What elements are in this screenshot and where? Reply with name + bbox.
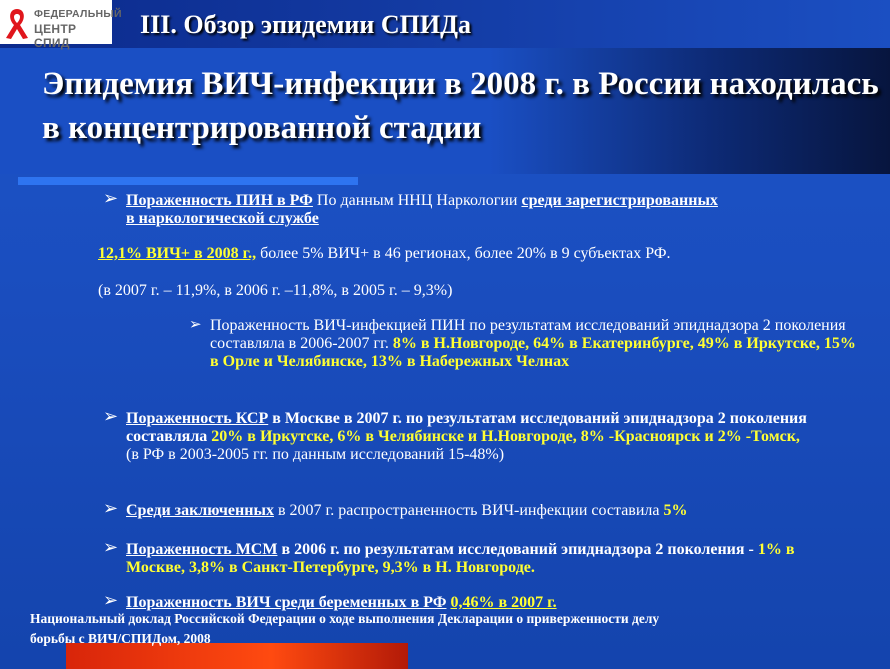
section-title: III. Обзор эпидемии СПИДа: [140, 10, 472, 39]
bullet-prisoners: [126, 502, 866, 520]
bullet-msm-text: в 2006 г. по результатам исследований эпиднадзора 2 поколения -: [277, 541, 758, 558]
bullet-ksr-text: в Москве в 2007 г. по результатам исследований эпиднадзора 2 поколения составляла: [126, 410, 807, 445]
logo-text-line2: ЦЕНТР СПИД: [34, 22, 77, 50]
footer-source: Национальный доклад Российской Федерации о ходе выполнения Декларации о приверженности делу борьбы с ВИЧ/СПИДом, 2008: [30, 611, 660, 646]
pin-2008-stats: [98, 245, 888, 263]
sub-bullet-pin-surveillance: [210, 317, 860, 371]
pin-2008-value: 12,1% ВИЧ+ в 2008 г.,: [98, 245, 257, 262]
bullet-ksr-title: Пораженность КСР: [126, 410, 269, 427]
bullet-msm-title: Пораженность МСМ: [126, 541, 278, 558]
sub-bullet-pin-cities: 8% в Н.Новгороде, 64% в Екатеринбурге, 49% в Иркутске, 15% в Орле и Челябинске, 13% в Набережных Челнах: [210, 335, 856, 370]
bullet-pin-russia-registered: среди зарегистрированных в наркологической службе: [126, 192, 718, 227]
bullet-arrow-icon: ➢: [103, 590, 119, 611]
pin-previous-years: (в 2007 г. – 11,9%, в 2006 г. –11,8%, в 2005 г. – 9,3%): [98, 282, 453, 299]
bullet-ksr: [126, 410, 816, 464]
bullet-prisoners-title: Среди заключенных: [126, 502, 274, 519]
sub-bullet-pin-text: Пораженность ВИЧ-инфекцией ПИН по результатам исследований эпиднадзора 2 поколения составляла в 2006-2007 гг.: [210, 317, 846, 352]
bullet-pin-russia-source: По данным ННЦ Наркологии: [312, 192, 522, 209]
bullet-msm: [126, 541, 816, 577]
bullet-arrow-icon: ➢: [103, 406, 119, 427]
bullet-prisoners-value: 5%: [663, 502, 688, 519]
bullet-ksr-russia: (в РФ в 2003-2005 гг. по данным исследований 15-48%): [126, 446, 505, 463]
bullet-arrow-icon: ➢: [103, 537, 119, 558]
bullet-msm-cities: 1% в Москве, 3,8% в Санкт-Петербурге, 9,3% в Н. Новгороде.: [126, 541, 795, 576]
bullet-pregnant-title: Пораженность ВИЧ среди беременных в РФ: [126, 594, 447, 611]
bullet-arrow-icon: ➢: [103, 188, 119, 209]
bullet-ksr-cities: 20% в Иркутске, 6% в Челябинске и Н.Новгороде, 8% -Красноярск и 2% -Томск,: [211, 428, 800, 445]
bullet-pin-russia-title: Пораженность ПИН в РФ: [126, 192, 313, 209]
slide-headline: Эпидемия ВИЧ-инфекции в 2008 г. в России находилась в концентрированной стадии: [42, 66, 879, 146]
bullet-pregnant-value: 0,46% в 2007 г.: [450, 594, 557, 611]
bullet-prisoners-text: в 2007 г. распространенность ВИЧ-инфекции составила: [273, 502, 664, 519]
logo-text-line1: ФЕДЕРАЛЬНЫЙ: [34, 8, 122, 20]
bullet-pin-russia: [126, 192, 726, 228]
bullet-arrow-icon: ➢: [103, 498, 119, 519]
pin-2008-regions: более 5% ВИЧ+ в 46 регионах, более 20% в 9 субъектах РФ.: [256, 245, 671, 262]
sub-bullet-arrow-icon: ➢: [189, 315, 202, 333]
